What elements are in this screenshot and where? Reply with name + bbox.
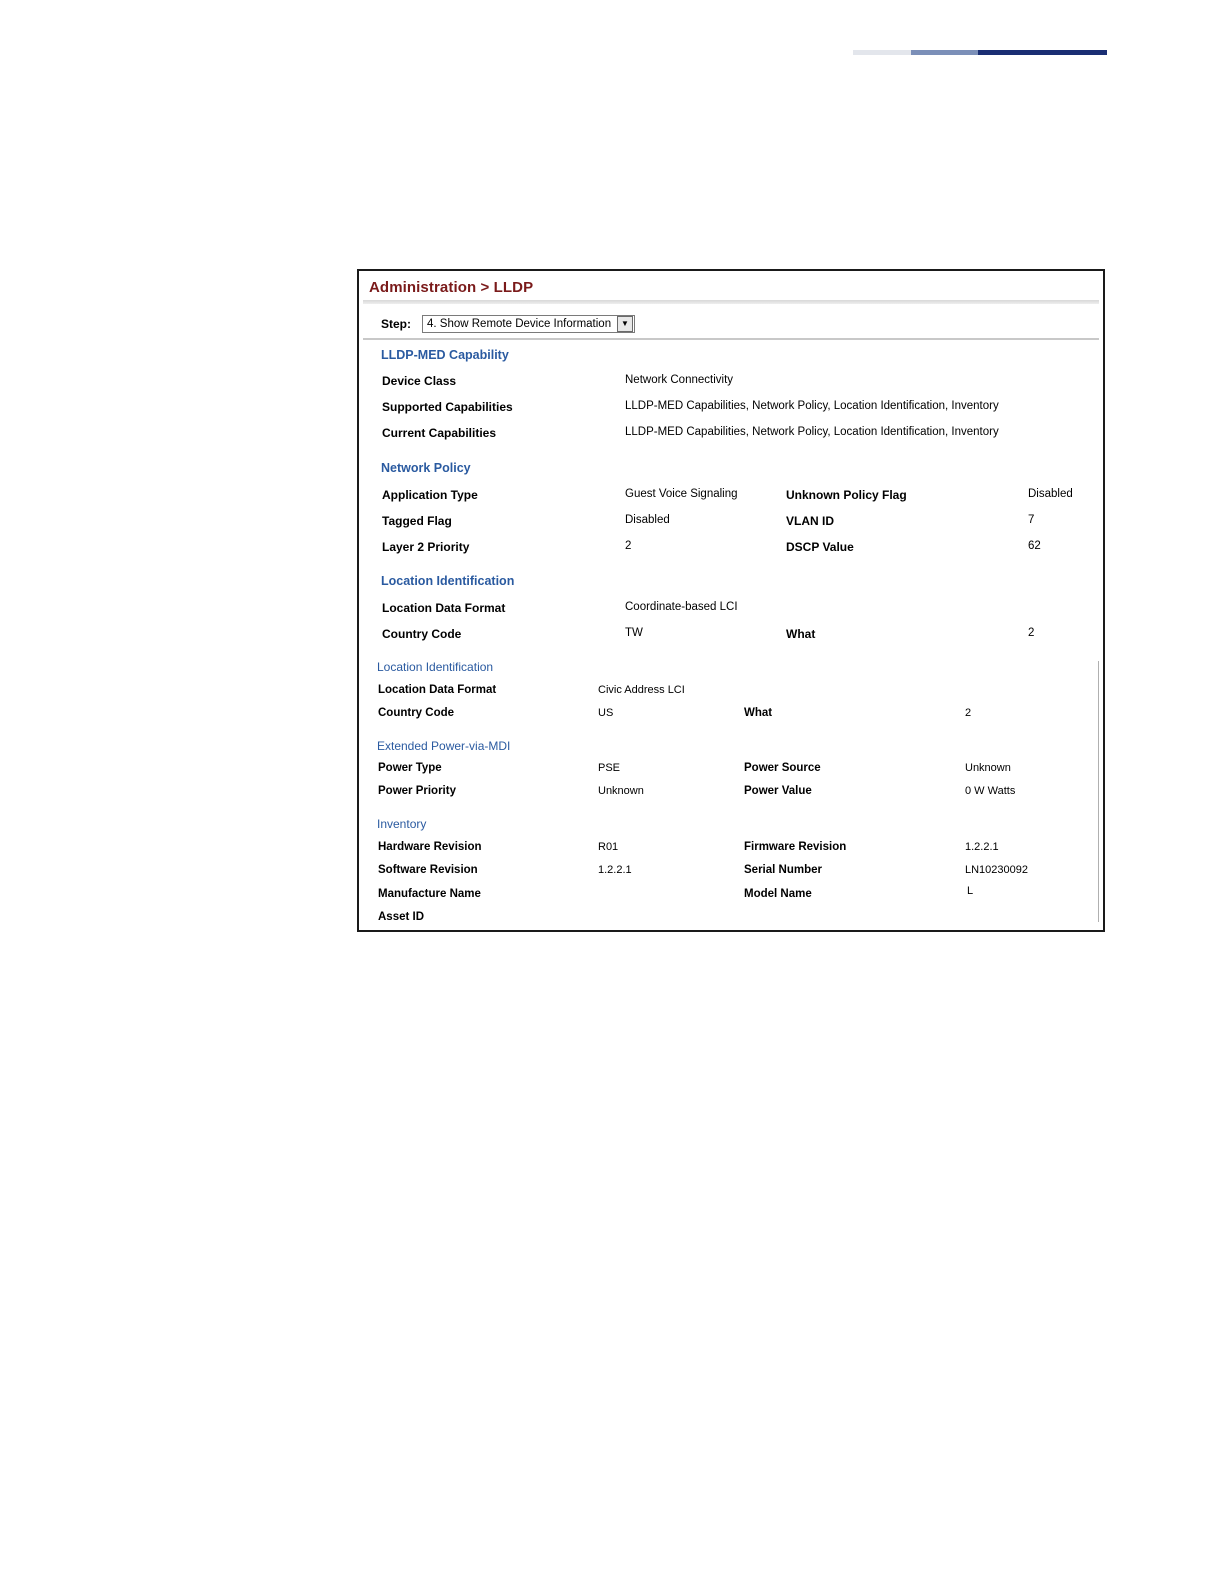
label-what: What [786,627,816,641]
page-title: Administration > LLDP [369,279,534,296]
value-what-civic: 2 [965,707,972,719]
section-title-location-civic: Location Identification [377,660,494,674]
label-asset-id: Asset ID [378,911,425,923]
label-serial-number: Serial Number [744,864,822,876]
value-tagged-flag: Disabled [625,514,670,526]
label-country-code: Country Code [382,627,462,641]
section-title-extended-power: Extended Power-via-MDI [377,739,511,753]
label-country-code-civic: Country Code [378,707,455,719]
header-decoration-bar [853,50,1107,55]
value-power-priority: Unknown [598,785,644,797]
value-location-data-format: Coordinate-based LCI [625,601,738,613]
decoration-segment-mid [911,50,978,55]
label-firmware-revision: Firmware Revision [744,841,847,853]
step-select[interactable] [422,315,635,333]
label-power-source: Power Source [744,762,821,774]
label-layer2-priority: Layer 2 Priority [382,540,470,554]
section-title-network-policy: Network Policy [381,461,471,475]
label-power-value: Power Value [744,785,812,797]
value-serial-number: LN10230092 [965,864,1029,876]
label-vlan-id: VLAN ID [786,514,834,528]
scroll-edge-line [1098,661,1099,922]
decoration-segment-dark [978,50,1107,55]
step-row [381,315,635,333]
label-software-revision: Software Revision [378,864,478,876]
label-unknown-policy-flag: Unknown Policy Flag [786,488,907,502]
step-select-value: 4. Show Remote Device Information [427,318,612,330]
value-country-code: TW [625,627,643,639]
value-vlan-id: 7 [1028,514,1035,526]
label-device-class: Device Class [382,374,457,388]
value-country-code-civic: US [598,707,614,719]
section-title-inventory: Inventory [377,817,427,831]
value-supported-capabilities: LLDP-MED Capabilities, Network Policy, Location Identification, Inventory [625,400,999,412]
value-current-capabilities: LLDP-MED Capabilities, Network Policy, Location Identification, Inventory [625,426,999,438]
label-location-data-format-civic: Location Data Format [378,684,497,696]
label-supported-capabilities: Supported Capabilities [382,400,513,414]
value-model-name: L [967,885,974,897]
value-unknown-policy-flag: Disabled [1028,488,1073,500]
step-label: Step: [381,317,411,331]
chevron-down-icon[interactable]: ▼ [617,316,633,332]
label-dscp-value: DSCP Value [786,540,854,554]
label-power-type: Power Type [378,762,442,774]
label-manufacture-name: Manufacture Name [378,888,481,900]
section-title-lldp-med: LLDP-MED Capability [381,348,509,362]
value-dscp-value: 62 [1028,540,1041,552]
label-application-type: Application Type [382,488,478,502]
value-what: 2 [1028,627,1035,639]
decoration-segment-light [853,50,911,55]
value-layer2-priority: 2 [625,540,632,552]
section-title-location-coordinate: Location Identification [381,574,515,588]
label-model-name: Model Name [744,888,812,900]
value-application-type: Guest Voice Signaling [625,488,738,500]
label-current-capabilities: Current Capabilities [382,426,497,440]
value-power-source: Unknown [965,762,1011,774]
value-location-data-format-civic: Civic Address LCI [598,684,685,696]
label-tagged-flag: Tagged Flag [382,514,452,528]
lldp-screenshot-panel [357,269,1105,932]
title-divider [363,300,1099,304]
value-firmware-revision: 1.2.2.1 [965,841,999,853]
value-power-value: 0 W Watts [965,785,1016,797]
label-hardware-revision: Hardware Revision [378,841,482,853]
value-power-type: PSE [598,762,621,774]
value-hardware-revision: R01 [598,841,619,853]
label-location-data-format: Location Data Format [382,601,506,615]
step-divider [363,338,1099,340]
value-device-class: Network Connectivity [625,374,734,386]
label-power-priority: Power Priority [378,785,456,797]
label-what-civic: What [744,707,773,719]
value-software-revision: 1.2.2.1 [598,864,632,876]
